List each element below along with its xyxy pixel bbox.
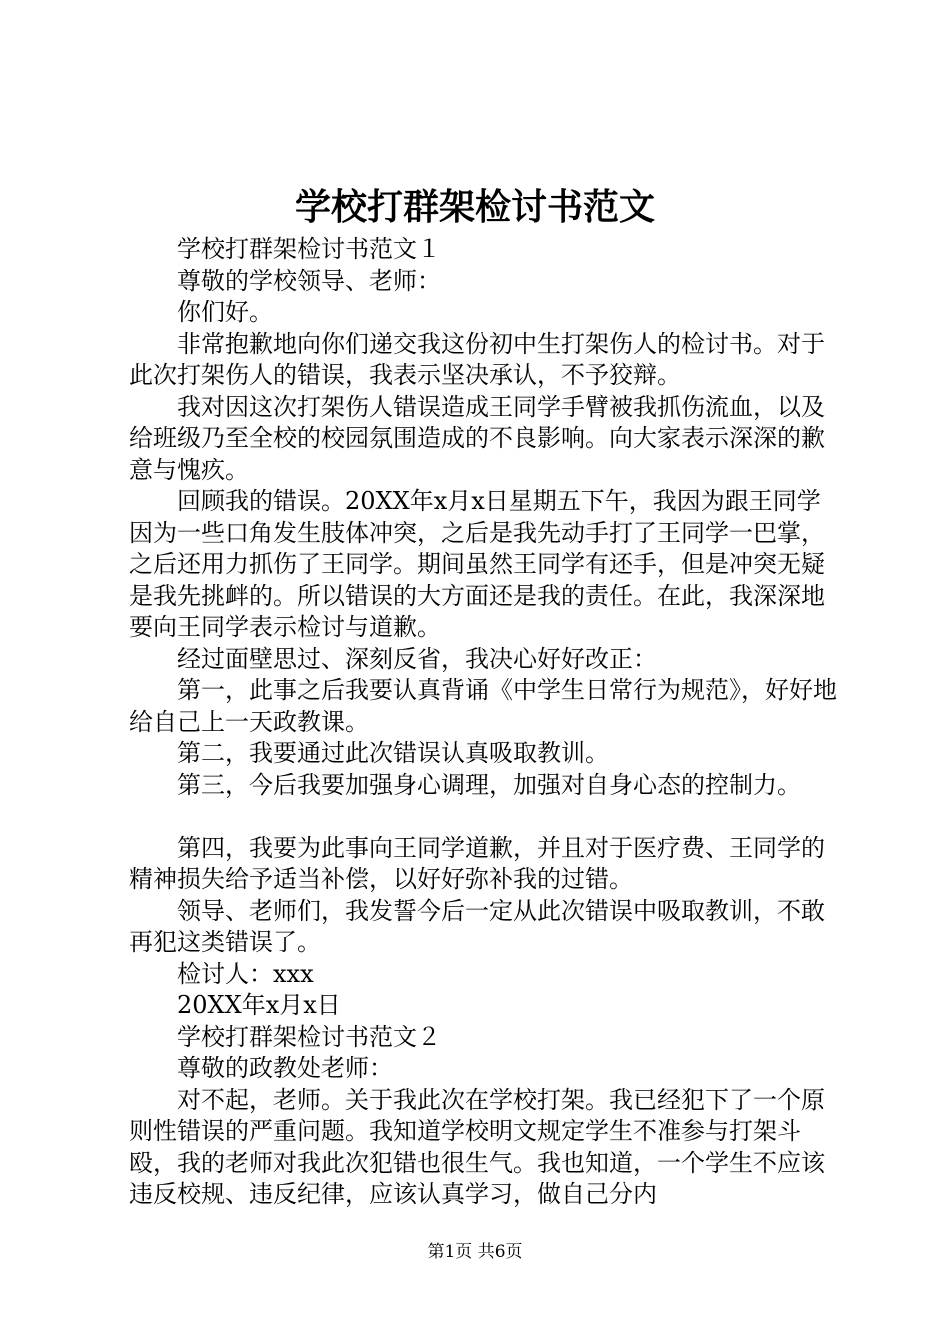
section-heading-1: 学校打群架检讨书范文１ [177,235,441,263]
body-paragraph: 第三，今后我要加强身心调理，加强对自身心态的控制力。 [177,770,801,799]
section-heading-2: 学校打群架检讨书范文２ [177,1022,441,1051]
body-paragraph: 对不起，老师。关于我此次在学校打架。我已经犯下了一个原则性错误的严重问题。我知道学校明文规定学生不准参与打架斗殴，我的老师对我此次犯错也很生气。我也知道，一个学生不应该违反校规、违反纪律，应该认真学习，做自己分内 [129,1085,825,1208]
body-paragraph: 经过面壁思过、深刻反省，我决心好好改正： [177,644,657,673]
signature-line: 检讨人：xxx [177,959,314,988]
document-title: 学校打群架检讨书范文 [294,186,655,228]
salutation: 尊敬的政教处老师： [177,1054,393,1082]
page-footer: 第1页 共6页 [427,1242,523,1262]
blank-line [129,801,841,833]
body-paragraph: 我对因这次打架伤人错误造成王同学手臂被我抓伤流血，以及给班级乃至全校的校园氛围造成的不良影响。向大家表示深深的歉意与愧疚。 [129,392,825,484]
body-paragraph: 回顾我的错误。20XX年x月x日星期五下午，我因为跟王同学因为一些口角发生肢体冲突，之后是我先动手打了王同学一巴掌，之后还用力抓伤了王同学。期间虽然王同学有还手，但是冲突无疑是我先挑衅的。所以错误的大方面还是我的责任。在此，我深深地要向王同学表示检讨与道歉。 [129,487,825,641]
body-paragraph: 非常抱歉地向你们递交我这份初中生打架伤人的检讨书。对于此次打架伤人的错误，我表示坚决承认，不予狡辩。 [129,329,825,389]
body-paragraph: 第一，此事之后我要认真背诵《中学生日常行为规范》，好好地给自己上一天政教课。 [129,676,837,736]
document-body [129,234,841,1211]
body-paragraph: 第四，我要为此事向王同学道歉，并且对于医疗费、王同学的精神损失给予适当补偿，以好好弥补我的过错。 [129,833,825,893]
salutation: 尊敬的学校领导、老师： [177,266,441,295]
body-paragraph: 第二，我要通过此次错误认真吸取教训。 [177,739,609,767]
greeting: 你们好。 [177,298,273,326]
date-line: 20XX年x月x日 [177,991,341,1019]
body-paragraph: 领导、老师们，我发誓今后一定从此次错误中吸取教训，不敢再犯这类错误了。 [129,896,825,956]
